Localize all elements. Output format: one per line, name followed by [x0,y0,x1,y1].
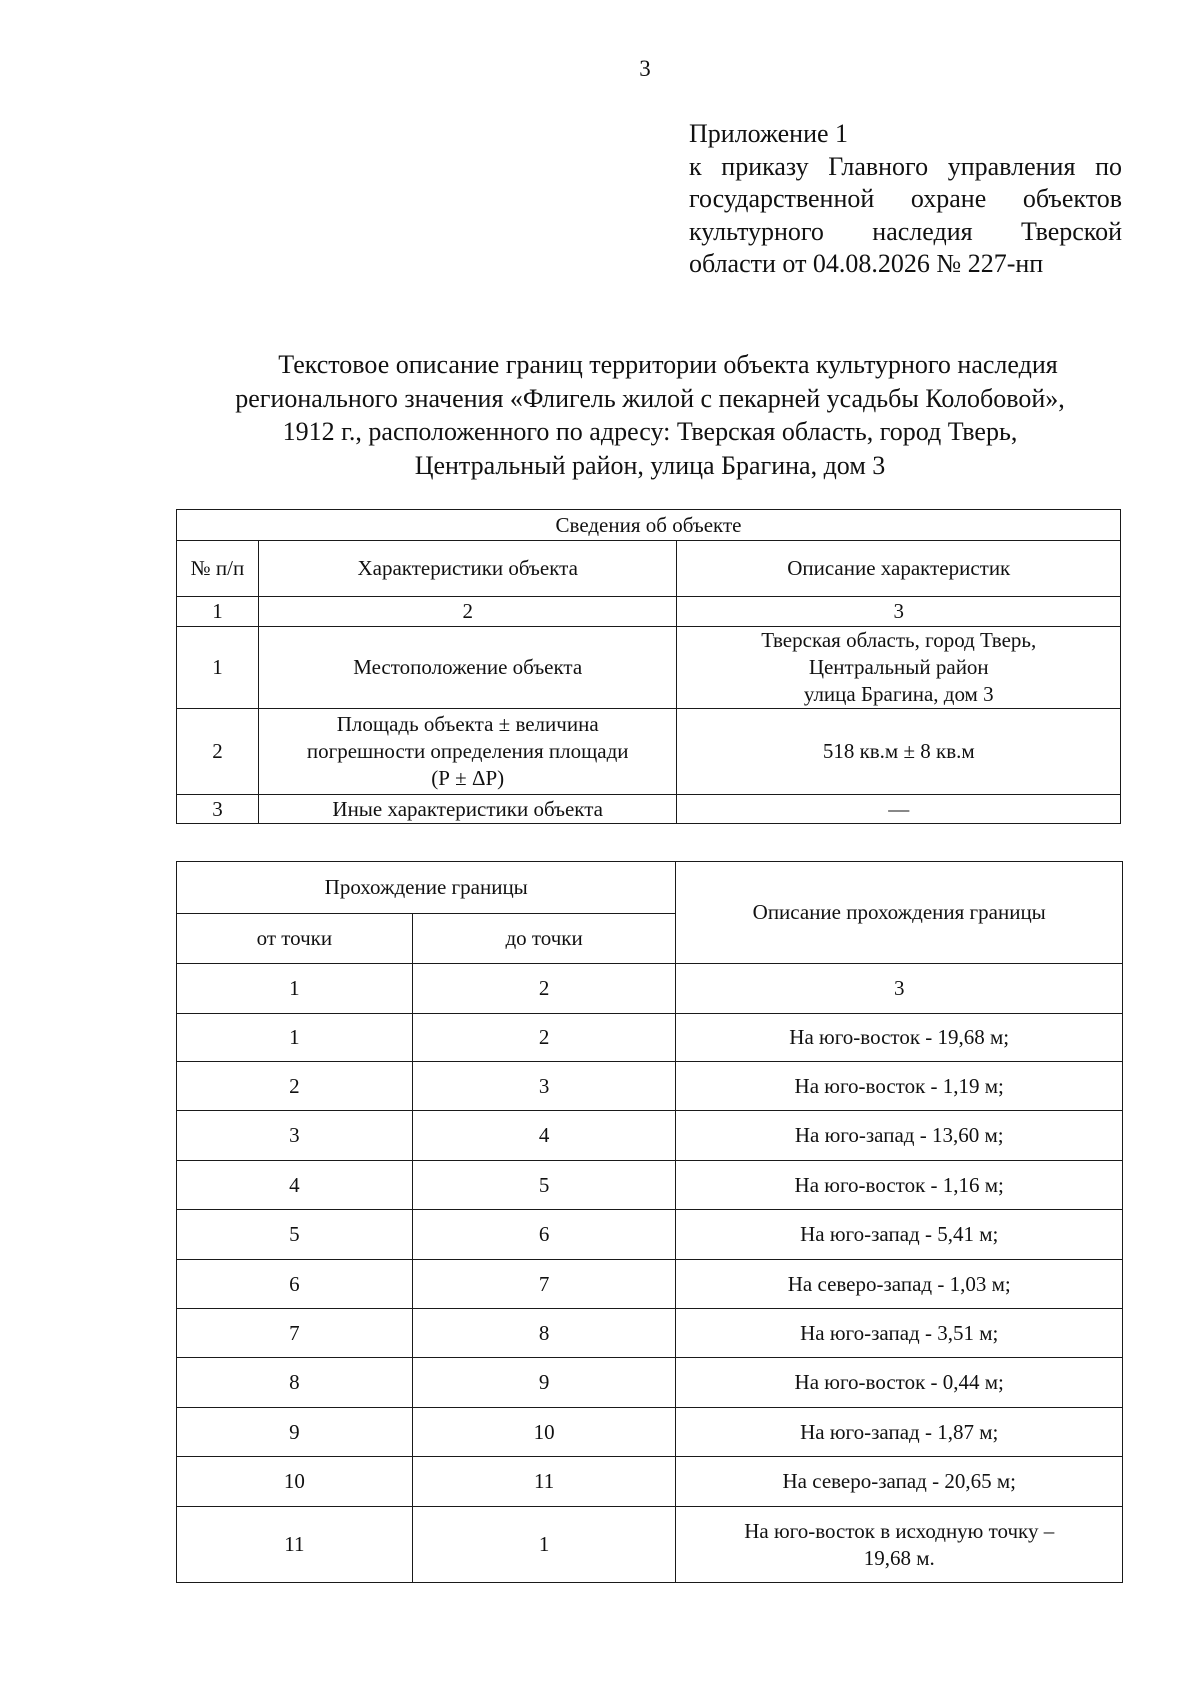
from-point: 1 [177,1014,413,1062]
to-point: 6 [412,1210,676,1260]
from-point: 7 [177,1309,413,1358]
appendix-line: к приказу Главного управления по [689,151,1122,181]
from-point: 5 [177,1210,413,1260]
numbering-cell: 1 [177,964,413,1014]
border-group-header: Прохождение границы [177,862,676,914]
table-row [177,795,1121,824]
to-point: 10 [412,1408,676,1457]
table-row [177,1210,1123,1260]
from-point: 4 [177,1161,413,1210]
object-info-table [176,509,1121,824]
row-description: — [677,795,1121,824]
header-description: Описание характеристик [677,541,1121,597]
characteristic-line: Площадь объекта ± величина [336,712,599,736]
row-description: 518 кв.м ± 8 кв.м [677,709,1121,795]
segment-description: На юго-запад - 13,60 м; [676,1111,1123,1161]
title-line: 1912 г., расположенного по адресу: Тверская область, город Тверь, [282,417,1018,446]
to-point: 11 [412,1457,676,1507]
row-number: 1 [177,627,259,709]
appendix-header [689,118,1122,281]
header-characteristic: Характеристики объекта [258,541,677,597]
segment-description: На юго-восток - 1,16 м; [676,1161,1123,1210]
table-row [177,1408,1123,1457]
table-row [177,1507,1123,1583]
appendix-line: культурного наследия Тверской [689,216,1122,246]
characteristic-line: (Р ± ΔР) [431,766,505,790]
numbering-cell: 3 [676,964,1123,1014]
border-description-table [176,861,1123,1583]
title-line: регионального значения «Флигель жилой с пекарней усадьбы Колобовой», [235,383,1065,413]
from-point: 9 [177,1408,413,1457]
segment-description: На северо-запад - 20,65 м; [676,1457,1123,1507]
to-point: 1 [412,1507,676,1583]
to-point: 8 [412,1309,676,1358]
table-row [177,627,1121,709]
numbering-cell: 1 [177,597,259,627]
characteristic-line: погрешности определения площади [306,739,629,763]
appendix-line: государственной охране объектов [689,184,1122,213]
row-characteristic: Иные характеристики объекта [258,795,677,824]
segment-description: На юго-запад - 5,41 м; [676,1210,1123,1260]
to-point: 9 [412,1358,676,1408]
from-point: 2 [177,1062,413,1111]
table-row [177,1309,1123,1358]
row-characteristic [258,709,677,795]
numbering-cell: 2 [412,964,676,1014]
segment-description: На юго-запад - 3,51 м; [676,1309,1123,1358]
table-row [177,1062,1123,1111]
appendix-line: области от 04.08.2026 № 227-нп [689,249,1044,278]
title-line: Центральный район, улица Брагина, дом 3 [414,450,886,480]
from-point-header: от точки [177,914,413,964]
row-description [677,627,1121,709]
segment-description: На юго-запад - 1,87 м; [676,1408,1123,1457]
row-number: 2 [177,709,259,795]
segment-description: На северо-запад - 1,03 м; [676,1260,1123,1309]
table-row [177,1111,1123,1161]
table-row [177,1260,1123,1309]
to-point: 5 [412,1161,676,1210]
table-row [177,1161,1123,1210]
row-number: 3 [177,795,259,824]
segment-description: На юго-восток - 19,68 м; [676,1014,1123,1062]
border-description-header: Описание прохождения границы [676,862,1123,964]
from-point: 11 [177,1507,413,1583]
page-number: 3 [639,56,651,81]
header-number: № п/п [177,541,259,597]
table-row [177,709,1121,795]
to-point-header: до точки [412,914,676,964]
from-point: 3 [177,1111,413,1161]
description-line: 19,68 м. [863,1545,935,1570]
description-line: улица Брагина, дом 3 [803,682,994,706]
description-line: Центральный район [808,655,989,679]
to-point: 4 [412,1111,676,1161]
title-line: Текстовое описание границ территории объекта культурного наследия [278,350,1058,379]
from-point: 6 [177,1260,413,1309]
to-point: 3 [412,1062,676,1111]
segment-description: На юго-восток - 0,44 м; [676,1358,1123,1408]
description-line: На юго-восток в исходную точку – [744,1518,1055,1543]
table-row [177,1358,1123,1408]
segment-description: На юго-восток - 1,19 м; [676,1062,1123,1111]
description-line: Тверская область, город Тверь, [761,628,1037,652]
from-point: 8 [177,1358,413,1408]
to-point: 2 [412,1014,676,1062]
appendix-line: Приложение 1 [689,119,849,148]
object-info-caption: Сведения об объекте [177,510,1121,541]
table-row [177,1014,1123,1062]
numbering-cell: 2 [258,597,677,627]
segment-description [676,1507,1123,1583]
numbering-cell: 3 [677,597,1121,627]
table-row [177,1457,1123,1507]
from-point: 10 [177,1457,413,1507]
row-characteristic: Местоположение объекта [258,627,677,709]
to-point: 7 [412,1260,676,1309]
document-title [170,348,1130,482]
